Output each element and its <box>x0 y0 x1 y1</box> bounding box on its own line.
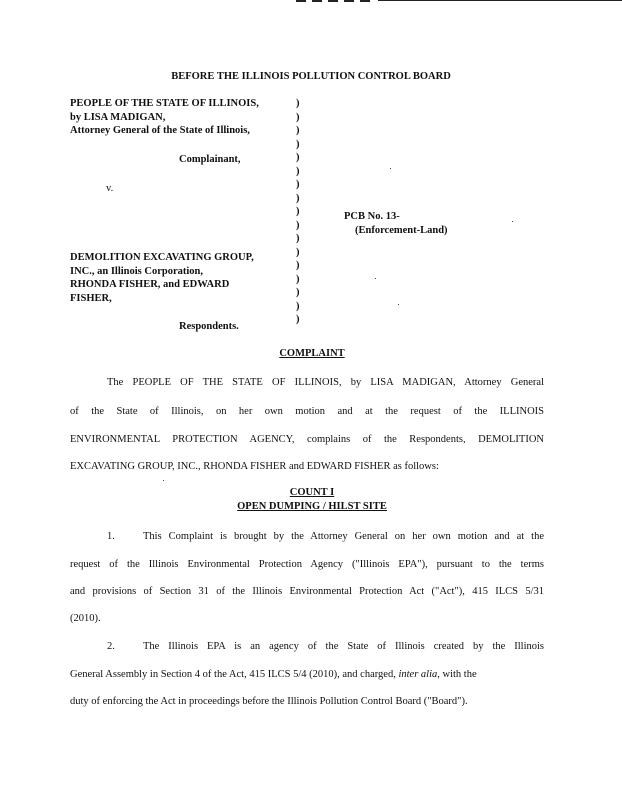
respondents-label: Respondents. <box>179 321 239 332</box>
versus-label: v. <box>106 183 114 194</box>
caption-paren-column: ) ) ) ) ) ) ) ) ) ) ) ) ) ) ) ) ) <box>296 98 300 325</box>
paragraph-line: and provisions of Section 31 of the Illinois Environmental Protection Act ("Act"), 415 ILCS 5/31 <box>70 586 544 597</box>
top-scan-marks <box>296 0 622 2</box>
plaintiff-block <box>70 97 259 138</box>
scan-speck <box>375 278 376 279</box>
intro-line: of the State of Illinois, on her own motion and at the request of the ILLINOIS <box>70 406 544 417</box>
plaintiff-line: PEOPLE OF THE STATE OF ILLINOIS, <box>70 98 259 109</box>
paragraph-line: This Complaint is brought by the Attorney General on her own motion and at the <box>143 531 544 542</box>
scan-speck <box>390 168 391 169</box>
defendant-block <box>70 251 254 305</box>
case-number: PCB No. 13- <box>344 211 400 222</box>
paragraph-number: 1. <box>107 531 115 542</box>
paragraph-line: duty of enforcing the Act in proceedings before the Illinois Pollution Control Board ("Board"). <box>70 696 468 707</box>
defendant-line: INC., an Illinois Corporation, <box>70 265 204 277</box>
intro-line: The PEOPLE OF THE STATE OF ILLINOIS, by LISA MADIGAN, Attorney General <box>107 377 544 388</box>
count-subheading: OPEN DUMPING / HILST SITE <box>237 501 387 512</box>
scan-speck <box>512 221 513 222</box>
paragraph-text: General Assembly in Section 4 of the Act, 415 ILCS 5/4 (2010), and charged, <box>70 669 399 680</box>
complaint-heading: COMPLAINT <box>279 348 345 359</box>
defendant-line: RHONDA FISHER, and EDWARD <box>70 279 230 290</box>
plaintiff-line: Attorney General of the State of Illinois, <box>70 125 250 136</box>
paragraph-number: 2. <box>107 641 115 652</box>
latin-phrase: inter alia <box>398 669 438 680</box>
scan-speck <box>163 480 164 481</box>
count-heading: COUNT I <box>289 487 335 498</box>
defendant-line: FISHER, <box>70 292 112 304</box>
intro-line: ENVIRONMENTAL PROTECTION AGENCY, complains of the Respondents, DEMOLITION <box>70 434 544 445</box>
paragraph-line-mixed <box>70 668 477 681</box>
paragraph-text: , with the <box>437 669 477 680</box>
paragraph-line: request of the Illinois Environmental Protection Agency ("Illinois EPA"), pursuant to the terms <box>70 559 544 570</box>
intro-line: EXCAVATING GROUP, INC., RHONDA FISHER and EDWARD FISHER as follows: <box>70 461 439 472</box>
plaintiff-line: by LISA MADIGAN, <box>70 111 166 123</box>
defendant-line: DEMOLITION EXCAVATING GROUP, <box>70 252 254 263</box>
scan-speck <box>398 304 399 305</box>
paragraph-line: The Illinois EPA is an agency of the State of Illinois created by the Illinois <box>143 641 544 652</box>
paragraph-line: (2010). <box>70 613 101 624</box>
board-title: BEFORE THE ILLINOIS POLLUTION CONTROL BOARD <box>171 71 451 82</box>
case-type: (Enforcement-Land) <box>355 225 448 236</box>
complainant-label: Complainant, <box>179 154 241 165</box>
